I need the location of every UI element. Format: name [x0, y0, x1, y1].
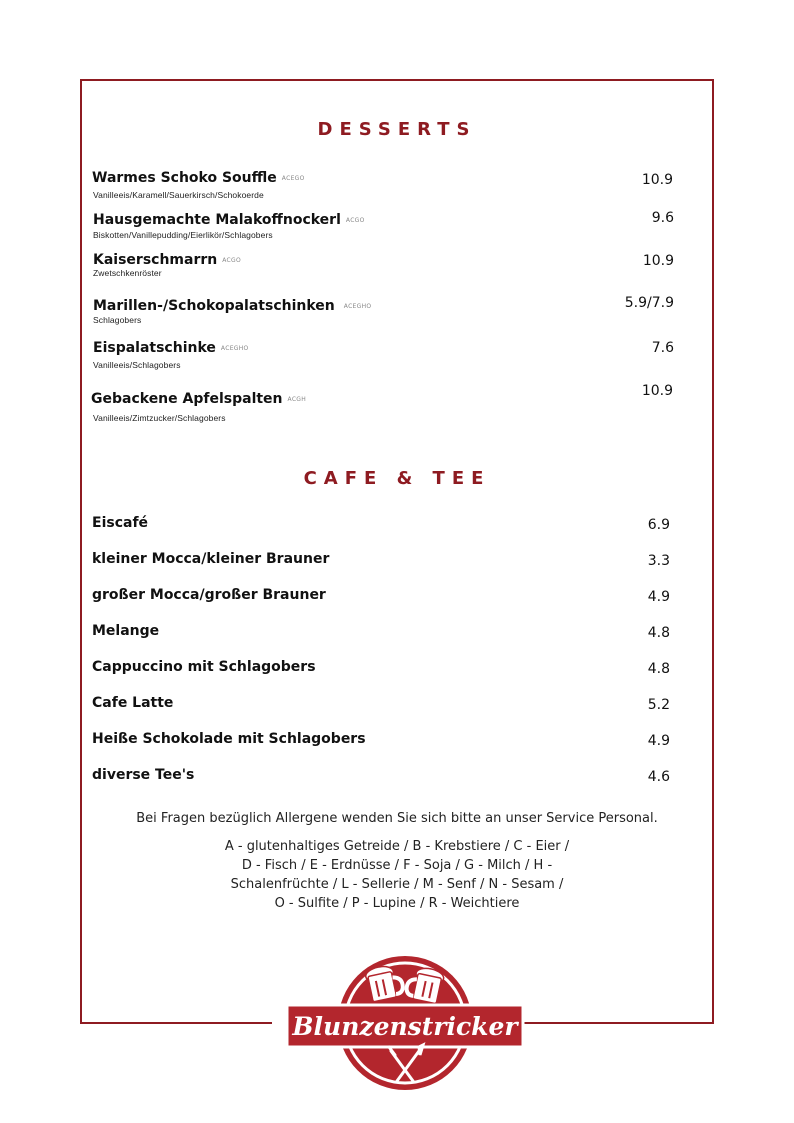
dessert-description: Vanilleeis/Karamell/Sauerkirsch/Schokoerde: [93, 190, 264, 200]
allergen-question: Bei Fragen bezüglich Allergene wenden Sie sich bitte an unser Service Personal.: [136, 811, 658, 826]
dessert-description: Zwetschkenröster: [93, 268, 162, 278]
dessert-name: Eispalatschinke ACEGHO: [93, 340, 249, 356]
dessert-name: Marillen-/Schokopalatschinken ACEGHO: [93, 298, 372, 314]
cafe-item-price: 4.9: [647, 589, 670, 605]
dessert-price: 10.9: [641, 172, 673, 188]
cafe-item-price: 4.8: [647, 625, 670, 641]
cafe-item-name: Cappuccino mit Schlagobers: [92, 659, 316, 675]
cafe-item-price: 4.6: [647, 769, 670, 785]
cafe-item-name: Melange: [92, 623, 160, 639]
cafe-item-price: 3.3: [647, 553, 670, 569]
cafe-item-name: Cafe Latte: [92, 695, 174, 711]
dessert-description: Vanilleeis/Schlagobers: [93, 360, 181, 370]
cafe-item-price: 5.2: [647, 697, 670, 713]
dessert-price: 7.6: [651, 340, 674, 356]
dessert-name: Kaiserschmarrn ACGO: [93, 252, 242, 268]
allergen-legend-line: D - Fisch / E - Erdnüsse / F - Soja / G - Milch / H -: [241, 858, 553, 873]
cafe-item-name: diverse Tee's: [92, 767, 195, 783]
allergen-code: ACGH: [287, 395, 307, 403]
dessert-name: Warmes Schoko Souffle ACEGO: [92, 170, 305, 186]
dessert-price: 5.9/7.9: [624, 295, 674, 311]
cafe-item-name: großer Mocca/großer Brauner: [92, 587, 326, 603]
allergen-code: ACGO: [222, 256, 242, 264]
dessert-price: 9.6: [651, 210, 674, 226]
blunzenstricker-logo: [285, 955, 525, 1095]
cafe-item-price: 4.8: [647, 661, 670, 677]
allergen-legend-line: O - Sulfite / P - Lupine / R - Weichtiere: [274, 896, 520, 911]
allergen-legend-line: Schalenfrüchte / L - Sellerie / M - Senf / N - Sesam /: [230, 877, 564, 892]
dessert-description: Biskotten/Vanillepudding/Eierlikör/Schlagobers: [93, 230, 273, 240]
desserts-title: DESSERTS: [317, 119, 477, 140]
logo-text: Blunzenstricker: [292, 1012, 518, 1041]
cafe-item-name: Eiscafé: [92, 515, 149, 531]
cafe-item-price: 6.9: [647, 517, 670, 533]
allergen-code: ACGO: [345, 216, 365, 224]
cafe-item-name: kleiner Mocca/kleiner Brauner: [92, 551, 330, 567]
dessert-name: Hausgemachte Malakoffnockerl ACGO: [93, 212, 365, 228]
cafe-item-name: Heiße Schokolade mit Schlagobers: [92, 731, 366, 747]
dessert-name: Gebackene Apfelspalten ACGH: [91, 391, 307, 407]
allergen-code: ACEGHO: [220, 344, 249, 352]
cafe-item-price: 4.9: [647, 733, 670, 749]
dessert-description: Vanilleeis/Zimtzucker/Schlagobers: [93, 413, 226, 423]
dessert-description: Schlagobers: [93, 315, 142, 325]
allergen-code: ACEGO: [281, 174, 305, 182]
cafe-title: CAFE & TEE: [303, 468, 491, 489]
dessert-price: 10.9: [641, 383, 673, 399]
dessert-price: 10.9: [642, 253, 674, 269]
allergen-legend: [190, 837, 604, 913]
allergen-code: ACEGHO: [343, 302, 372, 310]
allergen-legend-line: A - glutenhaltiges Getreide / B - Krebstiere / C - Eier /: [224, 839, 570, 854]
